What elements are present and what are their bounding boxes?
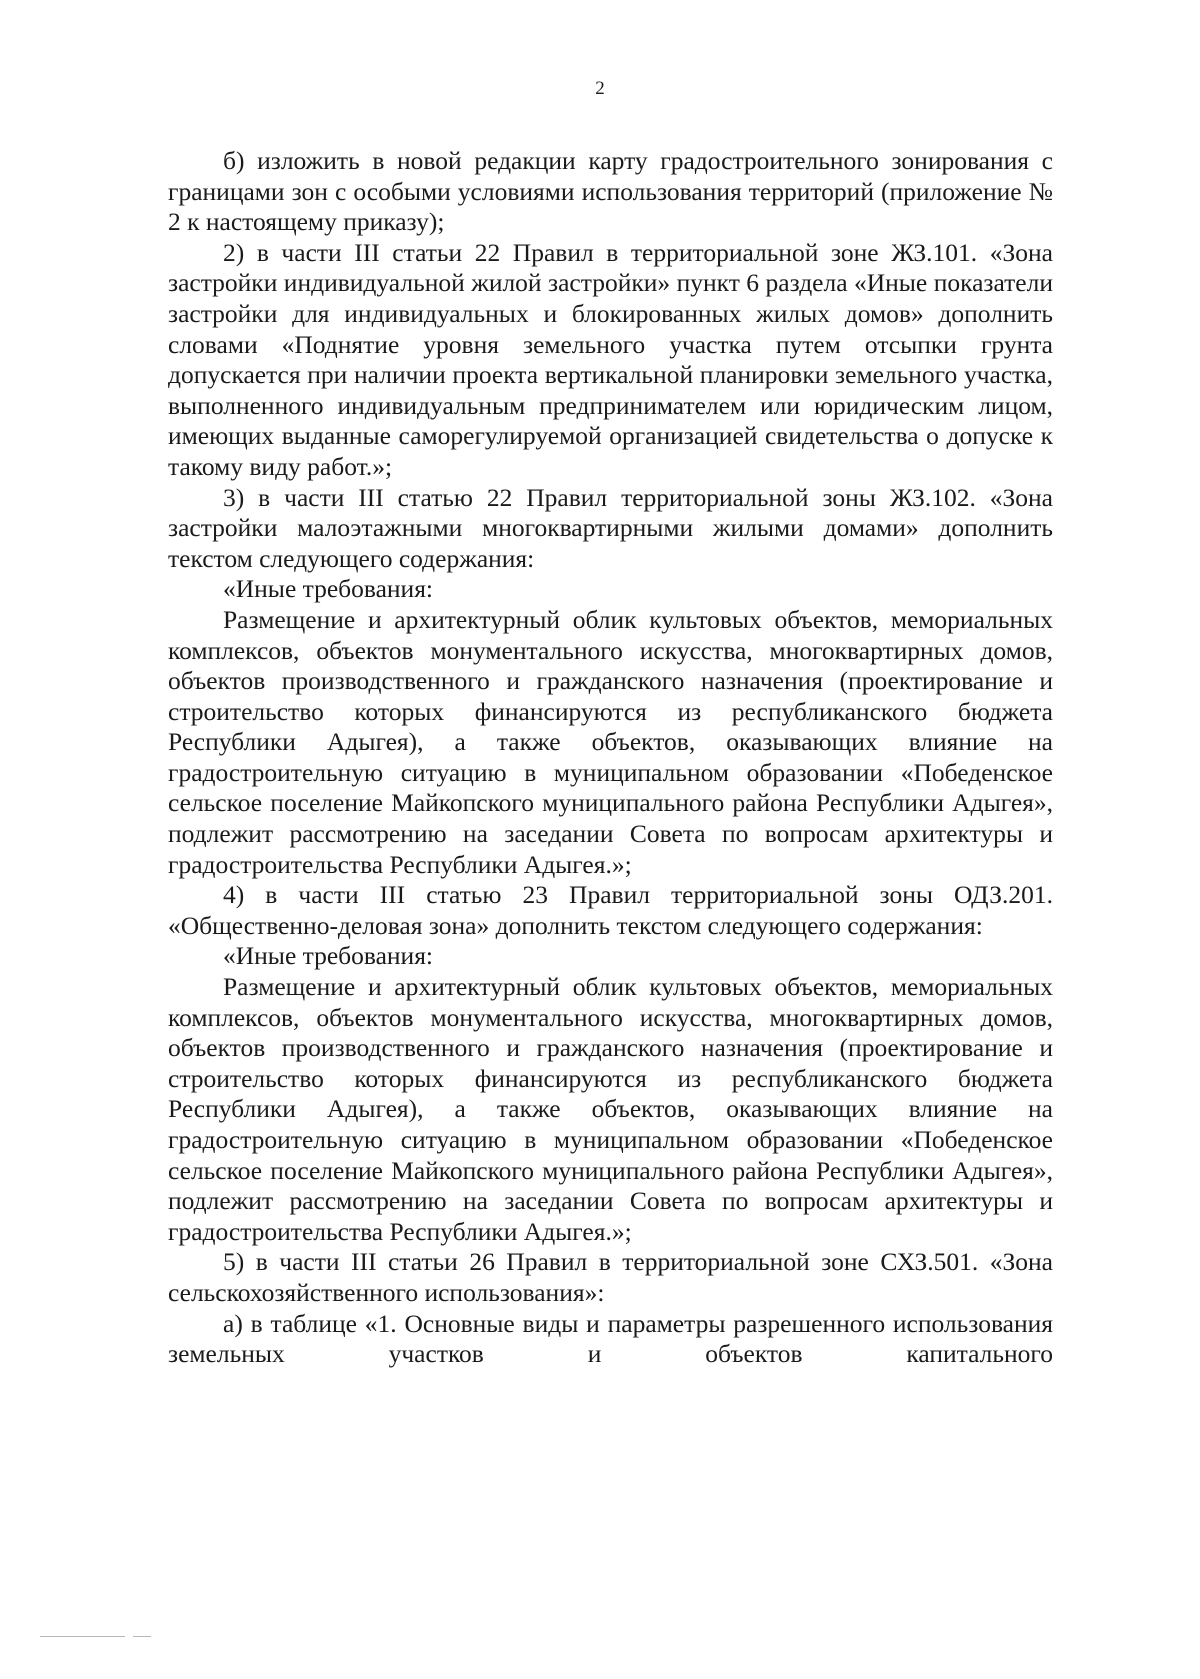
paragraph-4-zone-odz201: 4) в части III статью 23 Правил территориальной зоны ОДЗ.201. «Общественно-деловая зона» дополнить текстом следующего содержания: [168, 880, 1053, 940]
paragraph-3-zone-zhz102: 3) в части III статью 22 Правил территориальной зоны ЖЗ.102. «Зона застройки малоэтажными многоквартирными жилыми домами» дополнить текстом следующего содержания: [168, 482, 1053, 573]
paragraph-other-requirements-1: «Иные требования: [223, 574, 434, 604]
paragraph-5a-table: а) в таблице «1. Основные виды и параметры разрешенного использования земельных участков и объектов капитального [168, 1308, 1053, 1369]
paragraph-5-zone-skhz501: 5) в части III статьи 26 Правил в территориальной зоне СХЗ.501. «Зона сельскохозяйственного использования»: [168, 1247, 1053, 1307]
scan-artifact-dash [133, 1636, 151, 1637]
paragraph-placement-1: Размещение и архитектурный облик культовых объектов, мемориальных комплексов, объектов монументального искусства, многоквартирных домов, объектов производственного и гражданского назначения (проектирование и строительство которых финансируются из республиканского бюджета Республики Адыгея), а также объектов, оказывающих влияние на градостроительную ситуацию в муниципальном образовании «Победенское сельское поселение Майкопского муниципального района Республики Адыгея», подлежит рассмотрению на заседании Совета по вопросам архитектуры и градостроительства Республики Адыгея.»; [168, 604, 1053, 879]
page-number: 2 [595, 78, 605, 99]
paragraph-other-requirements-2: «Иные требования: [223, 941, 434, 971]
paragraph-placement-2: Размещение и архитектурный облик культовых объектов, мемориальных комплексов, объектов монументального искусства, многоквартирных домов, объектов производственного и гражданского назначения (проектирование и строительство которых финансируются из республиканского бюджета Республики Адыгея), а также объектов, оказывающих влияние на градостроительную ситуацию в муниципальном образовании «Победенское сельское поселение Майкопского муниципального района Республики Адыгея», подлежит рассмотрению на заседании Совета по вопросам архитектуры и градостроительства Республики Адыгея.»; [168, 972, 1053, 1246]
paragraph-1b-zoning-map: б) изложить в новой редакции карту градостроительного зонирования с границами зон с особыми условиями использования территорий (приложение № 2 к настоящему приказу); [168, 146, 1053, 237]
scan-artifact-line [40, 1636, 125, 1637]
document-body [168, 146, 1053, 1370]
paragraph-2-zone-zhz101: 2) в части III статьи 22 Правил в территориальной зоне ЖЗ.101. «Зона застройки индивидуальной жилой застройки» пункт 6 раздела «Иные показатели застройки для индивидуальных и блокированных жилых домов» дополнить словами «Поднятие уровня земельного участка путем отсыпки грунта допускается при наличии проекта вертикальной планировки земельного участка, выполненного индивидуальным предпринимателем или юридическим лицом, имеющих выданные саморегулируемой организацией свидетельства о допуске к такому виду работ.»; [168, 237, 1053, 481]
